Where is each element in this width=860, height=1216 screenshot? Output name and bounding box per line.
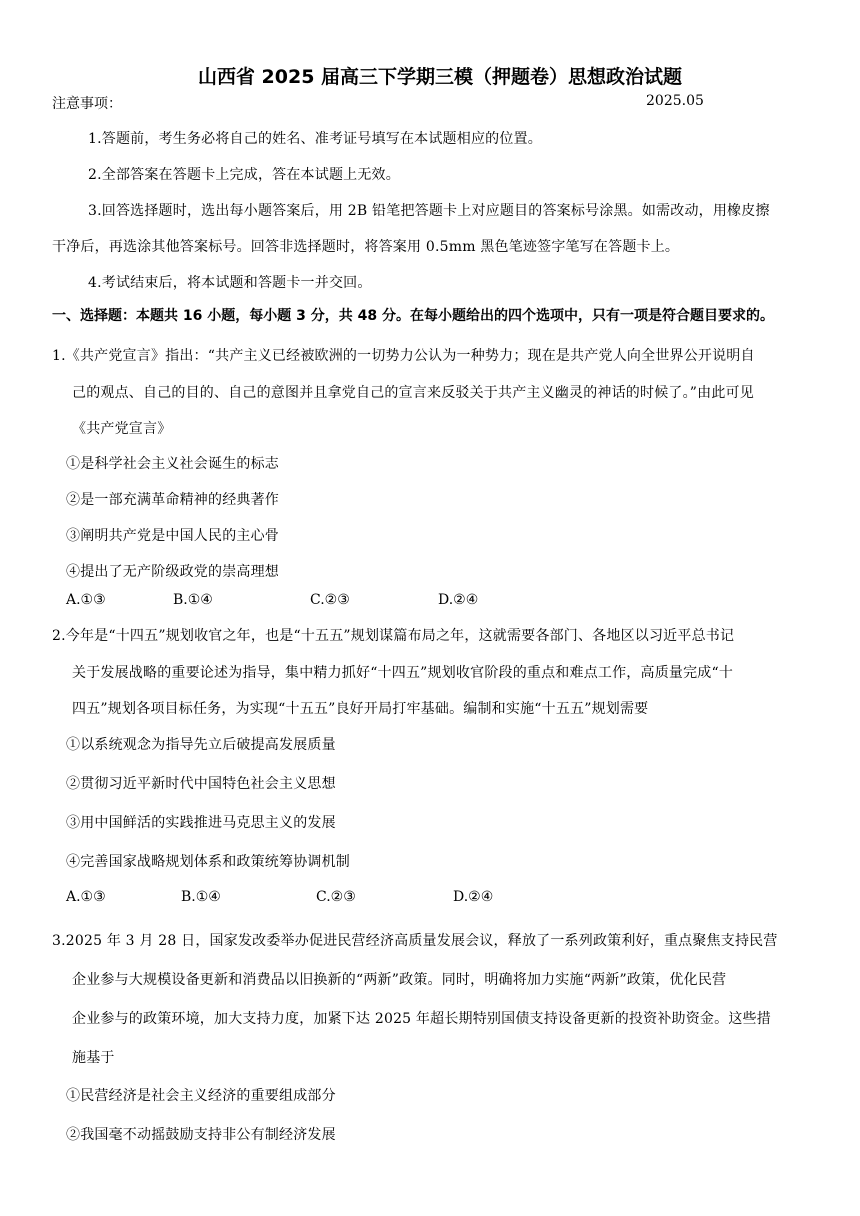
notice-item: 2.全部答案在答题卡上完成，答在本试题上无效。 — [88, 167, 400, 183]
question-stem-line: 3.2025 年 3 月 28 日，国家发改委举办促进民营经济高质量发展会议，释放了一系列政策利好，重点聚焦支持民营 — [52, 933, 778, 949]
question-stem-line: 2.今年是“十四五”规划收官之年，也是“十五五”规划谋篇布局之年，这就需要各部门、各地区以习近平总书记 — [52, 628, 735, 644]
question-option: ①以系统观念为指导先立后破提高发展质量 — [66, 737, 336, 753]
question-stem-line: 关于发展战略的重要论述为指导，集中精力抓好“十四五”规划收官阶段的重点和难点工作，高质量完成“十 — [72, 665, 734, 681]
question-stem-line: 企业参与大规模设备更新和消费品以旧换新的“两新”政策。同时，明确将加力实施“两新”政策，优化民营 — [72, 972, 727, 988]
question-stem-line: 四五”规划各项目标任务，为实现“十五五”良好开局打牢基础。编制和实施“十五五”规划需要 — [72, 701, 649, 717]
answer-choice-b: B.①④ — [181, 889, 221, 905]
question-option: ②我国毫不动摇鼓励支持非公有制经济发展 — [66, 1127, 336, 1143]
answer-choice-d: D.②④ — [438, 592, 479, 608]
notice-item: 1.答题前，考生务必将自己的姓名、准考证号填写在本试题相应的位置。 — [88, 131, 542, 147]
exam-date: 2025.05 — [646, 93, 704, 109]
answer-choice-c: C.②③ — [316, 889, 356, 905]
answer-choice-c: C.②③ — [310, 592, 350, 608]
question-option: ④提出了无产阶级政党的崇高理想 — [66, 564, 279, 580]
page-title: 山西省 2025 届高三下学期三模（押题卷）思想政治试题 — [197, 66, 683, 88]
question-stem-line: 1.《共产党宣言》指出：“共产主义已经被欧洲的一切势力公认为一种势力；现在是共产党人向全世界公开说明自 — [52, 348, 755, 364]
answer-choice-b: B.①④ — [173, 592, 213, 608]
notice-item: 4.考试结束后，将本试题和答题卡一并交回。 — [88, 275, 372, 291]
notice-item-continued: 干净后，再选涂其他答案标号。回答非选择题时，将答案用 0.5mm 黑色笔迹签字笔写在答题卡上。 — [52, 239, 680, 255]
question-stem-line: 《共产党宣言》 — [72, 421, 172, 437]
answer-choice-a: A.①③ — [66, 889, 106, 905]
question-option: ②是一部充满革命精神的经典著作 — [66, 492, 279, 508]
question-option: ①是科学社会主义社会诞生的标志 — [66, 456, 279, 472]
answer-choice-a: A.①③ — [66, 592, 106, 608]
question-stem-line: 施基于 — [72, 1050, 115, 1066]
question-stem-line: 己的观点、自己的目的、自己的意图并且拿党自己的宣言来反驳关于共产主义幽灵的神话的时候了。”由此可见 — [72, 385, 754, 401]
question-option: ①民营经济是社会主义经济的重要组成部分 — [66, 1088, 336, 1104]
answer-choice-d: D.②④ — [453, 889, 494, 905]
notice-label: 注意事项： — [52, 96, 122, 112]
question-option: ④完善国家战略规划体系和政策统筹协调机制 — [66, 854, 350, 870]
question-option: ②贯彻习近平新时代中国特色社会主义思想 — [66, 776, 336, 792]
question-option: ③用中国鲜活的实践推进马克思主义的发展 — [66, 815, 336, 831]
notice-item: 3.回答选择题时，选出每小题答案后，用 2B 铅笔把答题卡上对应题目的答案标号涂黑。如需改动，用橡皮擦 — [88, 203, 770, 219]
section-heading: 一、选择题：本题共 16 小题，每小题 3 分，共 48 分。在每小题给出的四个选项中，只有一项是符合题目要求的。 — [52, 308, 774, 324]
question-option: ③阐明共产党是中国人民的主心骨 — [66, 528, 279, 544]
question-stem-line: 企业参与的政策环境，加大支持力度，加紧下达 2025 年超长期特别国债支持设备更新的投资补助资金。这些措 — [72, 1011, 771, 1027]
